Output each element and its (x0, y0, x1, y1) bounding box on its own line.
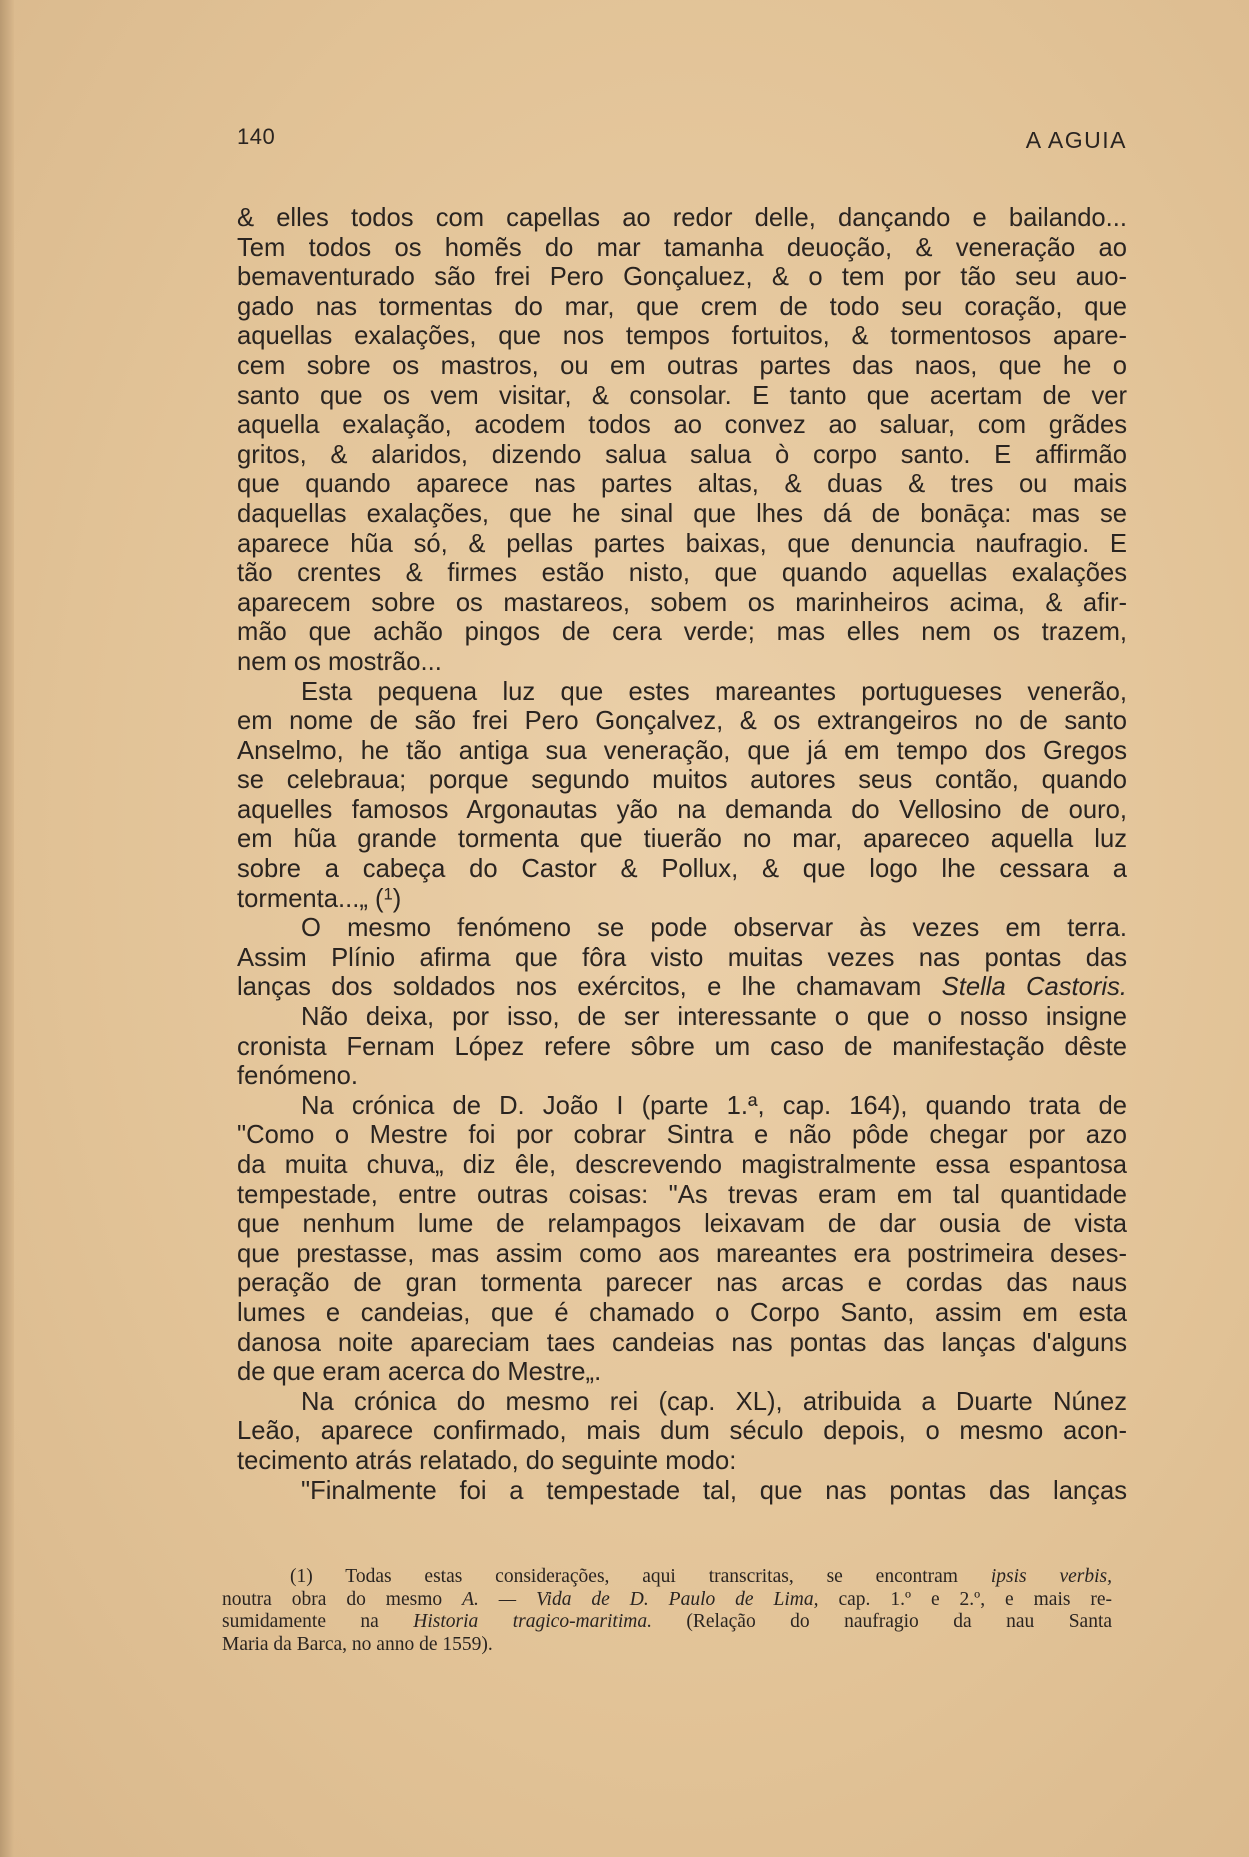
text-line: da muita chuva„ diz êle, descrevendo magistralmente essa espantosa (237, 1151, 1127, 1179)
text-line: gado nas tormentas do mar, que crem de todo seu coração, que (237, 292, 1127, 321)
text-line: santo que os vem visitar, & consolar. E tanto que acertam de ver (237, 381, 1127, 410)
footnote-marker: (1) (290, 1566, 313, 1587)
text-line: tão crentes & firmes estão nisto, que quando aquellas exalações (237, 559, 1127, 588)
text-line: Anselmo, he tão antiga sua veneração, que já em tempo dos Gregos (237, 736, 1127, 765)
text-line: que quando aparece nas partes altas, & duas & tres ou mais (237, 470, 1127, 499)
text-line: aquelles famosos Argonautas yão na demanda do Vellosino de ouro, (237, 795, 1127, 824)
text-line: "Como o Mestre foi por cobrar Sintra e não pôde chegar por azo (237, 1121, 1127, 1150)
text-line: fenómeno. (237, 1062, 358, 1091)
footnote (222, 1566, 1112, 1656)
text-line: & elles todos com capellas ao redor delle, dançando e bailando... (237, 204, 1127, 232)
text-line: de que eram acerca do Mestre„. (237, 1358, 602, 1387)
text-line: mão que achão pingos de cera verde; mas elles nem os trazem, (237, 618, 1127, 647)
text-line: que prestasse, mas assim como aos mareantes era postrimeira deses- (237, 1239, 1127, 1268)
text-line: Na crónica de D. João I (parte 1.ª, cap. 164), quando trata de (301, 1091, 1127, 1120)
text-line: se celebraua; porque segundo muitos autores seus contão, quando (237, 766, 1127, 795)
text-line: lumes e candeias, que é chamado o Corpo Santo, assim em esta (237, 1298, 1127, 1327)
text-line: em nome de são frei Pero Gonçalvez, & os extrangeiros no de santo (237, 707, 1127, 736)
footnote-line: sumidamente na Historia tragico-maritima. (Relação do naufragio da nau Santa (222, 1611, 1113, 1632)
footnote-line: noutra obra do mesmo A. — Vida de D. Paulo de Lima, cap. 1.º e 2.º, e mais re- (222, 1588, 1113, 1610)
page-number: 140 (237, 124, 276, 149)
page-header (237, 124, 1127, 158)
text-line: cronista Fernam López refere sôbre um caso de manifestação dêste (237, 1032, 1127, 1061)
running-title: A AGUIA (1025, 127, 1127, 153)
text-line: "Finalmente foi a tempestade tal, que nas pontas das lanças (301, 1476, 1127, 1505)
page-spine-shadow (0, 0, 14, 1857)
text-line: que nenhum lume de relampagos leixavam de dar ousia de vista (237, 1210, 1127, 1239)
text-line: tormenta...„ ($^1$) (237, 884, 402, 913)
text-line: Esta pequena luz que estes mareantes portugueses venerão, (301, 677, 1127, 706)
text-line: sobre a cabeça do Castor & Pollux, & que logo lhe cessara a (237, 855, 1127, 884)
text-line: Leão, aparece confirmado, mais dum século depois, o mesmo acon- (237, 1417, 1127, 1446)
text-line: cem sobre os mastros, ou em outras partes das naos, que he o (237, 351, 1127, 380)
text-line: danosa noite apareciam taes candeias nas pontas das lanças d'alguns (237, 1328, 1127, 1357)
text-line: nem os mostrão... (237, 647, 442, 676)
text-line: Tem todos os homẽs do mar tamanha deuoção, & veneração ao (237, 233, 1127, 262)
text-line: gritos, & alaridos, dizendo salua salua ò corpo santo. E affirmão (237, 440, 1127, 469)
text-line: Assim Plínio afirma que fôra visto muitas vezes nas pontas das (237, 943, 1127, 972)
footnote-line: Maria da Barca, no anno de 1559). (222, 1633, 493, 1655)
text-line: aparecem sobre os mastareos, sobem os marinheiros acima, & afir- (237, 588, 1127, 617)
text-line: aquellas exalações, que nos tempos fortuitos, & tormentosos apare- (237, 322, 1127, 351)
text-line: daquellas exalações, que he sinal que lhes dá de bonāça: mas se (237, 499, 1127, 528)
text-line: Não deixa, por isso, de ser interessante o que o nosso insigne (301, 1003, 1127, 1032)
text-line: peração de gran tormenta parecer nas arcas e cordas das naus (237, 1269, 1127, 1298)
text-line: tempestade, entre outras coisas: "As trevas eram em tal quantidade (237, 1180, 1127, 1209)
footnote-line: (1) Todas estas considerações, aqui transcritas, se encontram ipsis verbis, (290, 1566, 1112, 1587)
text-line: aparece hũa só, & pellas partes baixas, que denuncia naufragio. E (237, 529, 1127, 558)
text-line: tecimento atrás relatado, do seguinte modo: (237, 1446, 737, 1475)
text-line: em hũa grande tormenta que tiuerão no mar, apareceo aquella luz (237, 825, 1127, 854)
text-line: aquella exalação, acodem todos ao convez ao saluar, com grãdes (237, 411, 1127, 440)
text-line: bemaventurado são frei Pero Gonçaluez, & o tem por tão seu auo- (237, 263, 1127, 292)
text-line: Na crónica do mesmo rei (cap. XL), atribuida a Duarte Núnez (301, 1387, 1127, 1416)
text-line: O mesmo fenómeno se pode observar às vezes em terra. (301, 914, 1127, 943)
body-text (237, 204, 1127, 1506)
text-line: lanças dos soldados nos exércitos, e lhe chamavam Stella Castoris. (237, 973, 1127, 1002)
